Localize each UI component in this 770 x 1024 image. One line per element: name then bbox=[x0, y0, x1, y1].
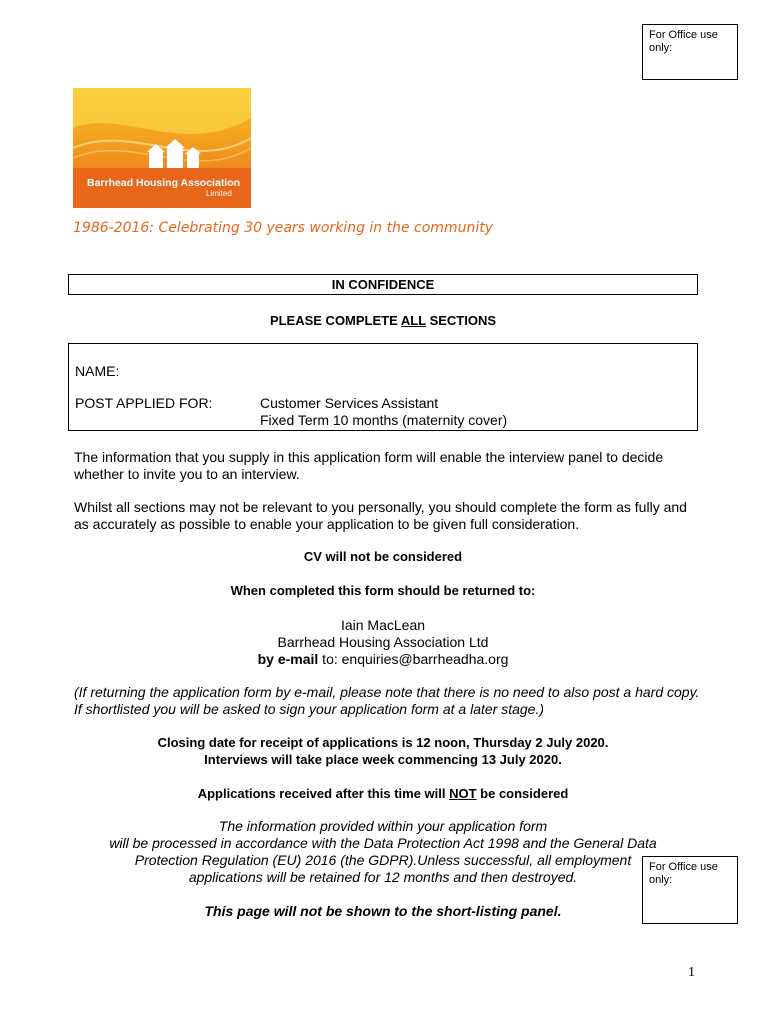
gdpr-line-3: Protection Regulation (EU) 2016 (the GDPR).Unless successful, all employment bbox=[134, 852, 632, 868]
office-use-label: For Office use only: bbox=[649, 29, 718, 54]
gdpr-line-2: will be processed in accordance with the Data Protection Act 1998 and the General Data bbox=[109, 835, 657, 851]
closing-date: Closing date for receipt of applications is 12 noon, Thursday 2 July 2020. bbox=[157, 735, 609, 750]
interview-dates: Interviews will take place week commencing 13 July 2020. bbox=[204, 752, 562, 767]
contact-name: Iain MacLean bbox=[340, 617, 426, 633]
late-applications-notice bbox=[68, 786, 698, 801]
name-label: NAME: bbox=[75, 363, 120, 379]
complete-all-heading bbox=[68, 313, 698, 328]
applicant-details-box bbox=[68, 343, 698, 431]
gdpr-line-4: applications will be retained for 12 months and then destroyed. bbox=[188, 869, 578, 885]
post-title: Customer Services Assistant bbox=[260, 395, 439, 411]
office-use-label-bottom: For Office use only: bbox=[649, 861, 718, 886]
info-paragraph: The information that you supply in this application form will enable the interview panel to decide whether to invite you to an interview. bbox=[74, 449, 664, 482]
cv-notice: CV will not be considered bbox=[303, 549, 463, 564]
anniversary-tagline: 1986-2016: Celebrating 30 years working in the community bbox=[73, 220, 493, 236]
contact-org: Barrhead Housing Association Ltd bbox=[277, 634, 489, 650]
email-address: to: enquiries@barrheadha.org bbox=[318, 651, 509, 667]
complete-prefix: PLEASE COMPLETE bbox=[269, 313, 401, 328]
logo-org-suffix: Limited bbox=[206, 189, 232, 198]
logo-org-name: Barrhead Housing Association bbox=[87, 177, 241, 189]
shortlist-note: This page will not be shown to the short-listing panel. bbox=[204, 903, 562, 919]
office-use-box-top bbox=[642, 24, 738, 80]
complete-emphasis: ALL bbox=[400, 313, 426, 328]
email-prefix: by e-mail bbox=[257, 651, 319, 667]
late-prefix: Applications received after this time will bbox=[197, 786, 450, 801]
page-number: 1 bbox=[688, 965, 695, 980]
return-heading: When completed this form should be returned to: bbox=[230, 583, 536, 598]
gdpr-line-1: The information provided within your application form bbox=[218, 818, 548, 834]
association-logo bbox=[73, 88, 251, 208]
complete-suffix: SECTIONS bbox=[425, 313, 497, 328]
late-emphasis: NOT bbox=[449, 786, 477, 801]
confidence-heading: IN CONFIDENCE bbox=[68, 274, 698, 295]
post-label: POST APPLIED FOR: bbox=[75, 395, 213, 411]
post-term: Fixed Term 10 months (maternity cover) bbox=[260, 412, 508, 428]
sections-paragraph: Whilst all sections may not be relevant to you personally, you should complete the form as fully and as accurately as possible to enable your application to be given full consideration. bbox=[74, 499, 687, 532]
late-suffix: be considered bbox=[476, 786, 569, 801]
contact-email bbox=[68, 651, 698, 667]
email-note: (If returning the application form by e-mail, please note that there is no need to also post a hard copy. If shortlisted you will be asked to sign your application form at a later stage.) bbox=[74, 684, 700, 717]
